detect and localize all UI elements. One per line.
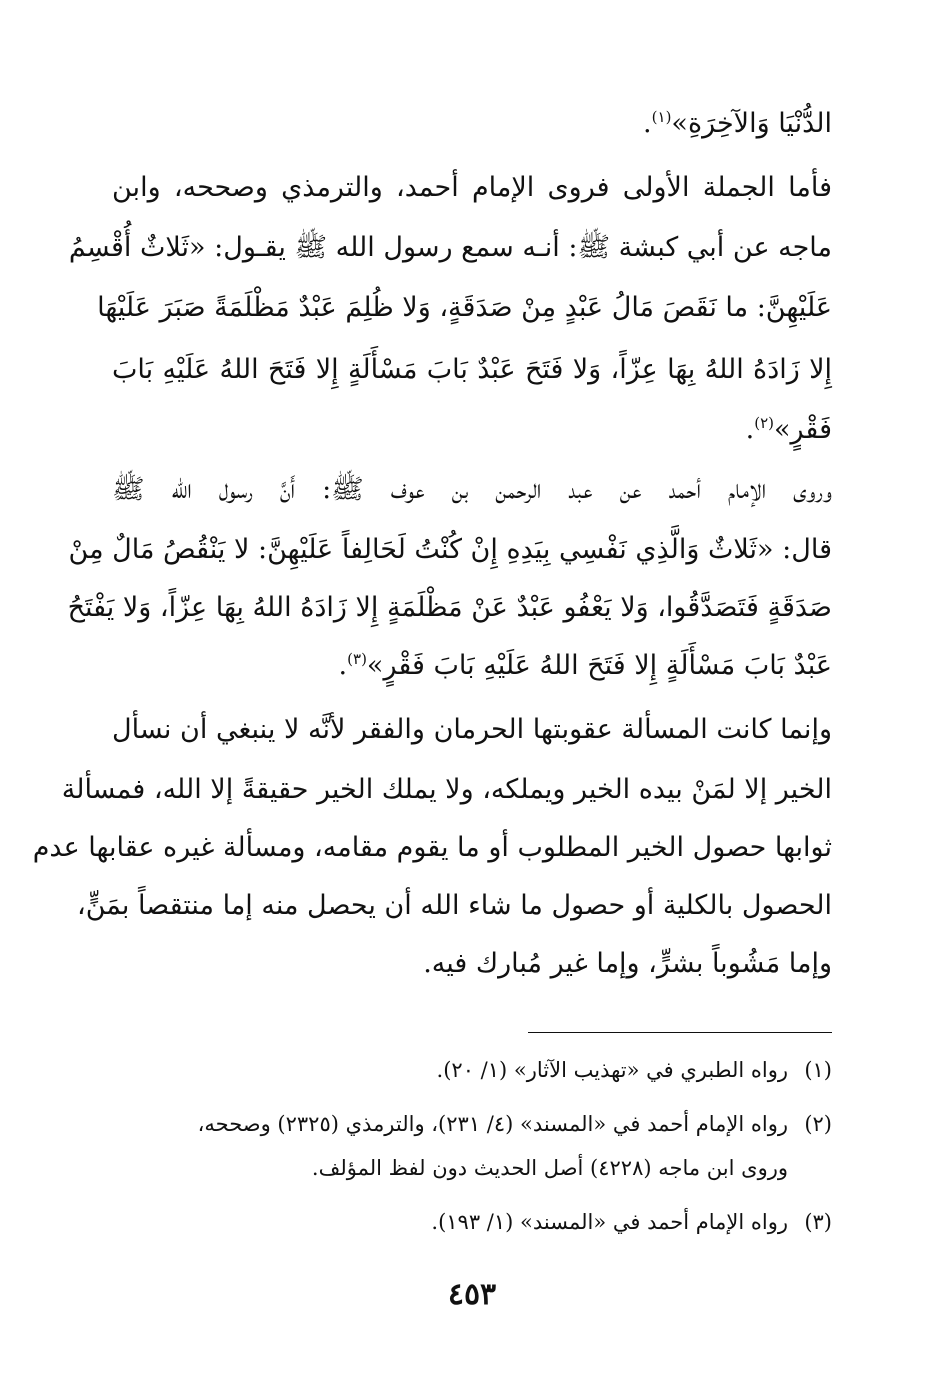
punctuation: . bbox=[643, 108, 652, 139]
text-line bbox=[112, 646, 832, 686]
text-line: فأما الجملة الأولى فروى الإمام أحمد، والترمذي وصححه، وابن bbox=[112, 172, 832, 203]
footnote-3 bbox=[112, 1206, 832, 1238]
text-line bbox=[112, 104, 832, 144]
footnote-marker: (١) bbox=[651, 108, 672, 126]
punctuation: . bbox=[338, 650, 348, 681]
footnote-text: رواه الطبري في «تهذيب الآثار» (١/ ٢٠). bbox=[436, 1058, 788, 1082]
text-line: وإنما كانت المسألة عقوبتها الحرمان والفقر لأنَّه لا ينبغي أن نسأل bbox=[112, 714, 832, 745]
line-text: الدُّنْيَا وَالآخِرَةِ» bbox=[671, 108, 832, 139]
footnote-text: رواه الإمام أحمد في «المسند» (١/ ١٩٣). bbox=[431, 1210, 788, 1234]
footnote-text: رواه الإمام أحمد في «المسند» (٤/ ٢٣١)، والترمذي (٢٣٢٥) وصححه، bbox=[197, 1112, 788, 1136]
footnote-number: (١) bbox=[804, 1058, 832, 1082]
text-line: الحصول بالكلية أو حصول ما شاء الله أن يحصل منه إما منتقصاً بمَنٍّ، bbox=[76, 890, 832, 921]
footnote-marker: (٣) bbox=[347, 650, 367, 668]
text-line: صَدَقَةٍ فَتَصَدَّقُوا، وَلا يَعْفُو عَبْدٌ عَنْ مَظْلَمَةٍ إِلا زَادَهُ اللهُ بِهَا عِزّاً، وَلا يَفْتَحُ bbox=[67, 592, 832, 623]
punctuation: . bbox=[745, 414, 755, 445]
text-line: قال: «ثَلاثٌ وَالَّذِي نَفْسِي بِيَدِهِ إِنْ كُنْتُ لَحَالِفاً عَلَيْهِنَّ: لا يَنْقُصُ مَالٌ مِنْ bbox=[68, 534, 832, 565]
text-line: إِلا زَادَهُ اللهُ بِهَا عِزّاً، وَلا فَتَحَ عَبْدٌ بَابَ مَسْأَلَةٍ إِلا فَتَحَ اللهُ عَلَيْهِ بَابَ bbox=[112, 354, 832, 385]
footnote-1 bbox=[112, 1054, 832, 1086]
footnote-number: (٣) bbox=[804, 1210, 832, 1234]
text-line: عَلَيْهِنَّ: ما نَقَصَ مَالُ عَبْدٍ مِنْ صَدَقَةٍ، وَلا ظُلِمَ عَبْدٌ مَظْلَمَةً صَبَرَ عَلَيْهَا bbox=[97, 292, 832, 323]
text-line: ثوابها حصول الخير المطلوب أو ما يقوم مقامه، ومسألة غيره عقابها عدم bbox=[32, 832, 832, 863]
text-line bbox=[112, 410, 832, 450]
page-number: ٤٥٣ bbox=[447, 1277, 497, 1312]
text-line: الخير إلا لمَنْ بيده الخير ويملكه، ولا يملك الخير حقيقةً إلا الله، فمسألة bbox=[61, 774, 832, 805]
footnote-2 bbox=[112, 1108, 832, 1140]
footnote-2-continued: وروى ابن ماجه (٤٢٢٨) أصل الحديث دون لفظ المؤلف. bbox=[311, 1156, 788, 1180]
text-line: ماجه عن أبي كبشة ﷺ: أنـه سمع رسول الله ﷺ يقـول: «ثَلاثٌ أُقْسِمُ bbox=[68, 232, 832, 263]
footnote-separator bbox=[528, 1032, 832, 1033]
text-line: وإما مَشُوباً بشرٍّ، وإما غير مُبارك فيه. bbox=[423, 948, 832, 979]
line-text: فَقْرٍ» bbox=[774, 414, 832, 445]
line-text: عَبْدٌ بَابَ مَسْأَلَةٍ إِلا فَتَحَ اللهُ عَلَيْهِ بَابَ فَقْرٍ» bbox=[366, 650, 832, 681]
text-line: وروى الإمام أحمد عن عبد الرحمن بن عوف ﷺ: أَنَّ رسول الله ﷺ bbox=[112, 474, 832, 505]
footnote-number: (٢) bbox=[804, 1112, 832, 1136]
footnote-marker: (٢) bbox=[754, 414, 775, 432]
